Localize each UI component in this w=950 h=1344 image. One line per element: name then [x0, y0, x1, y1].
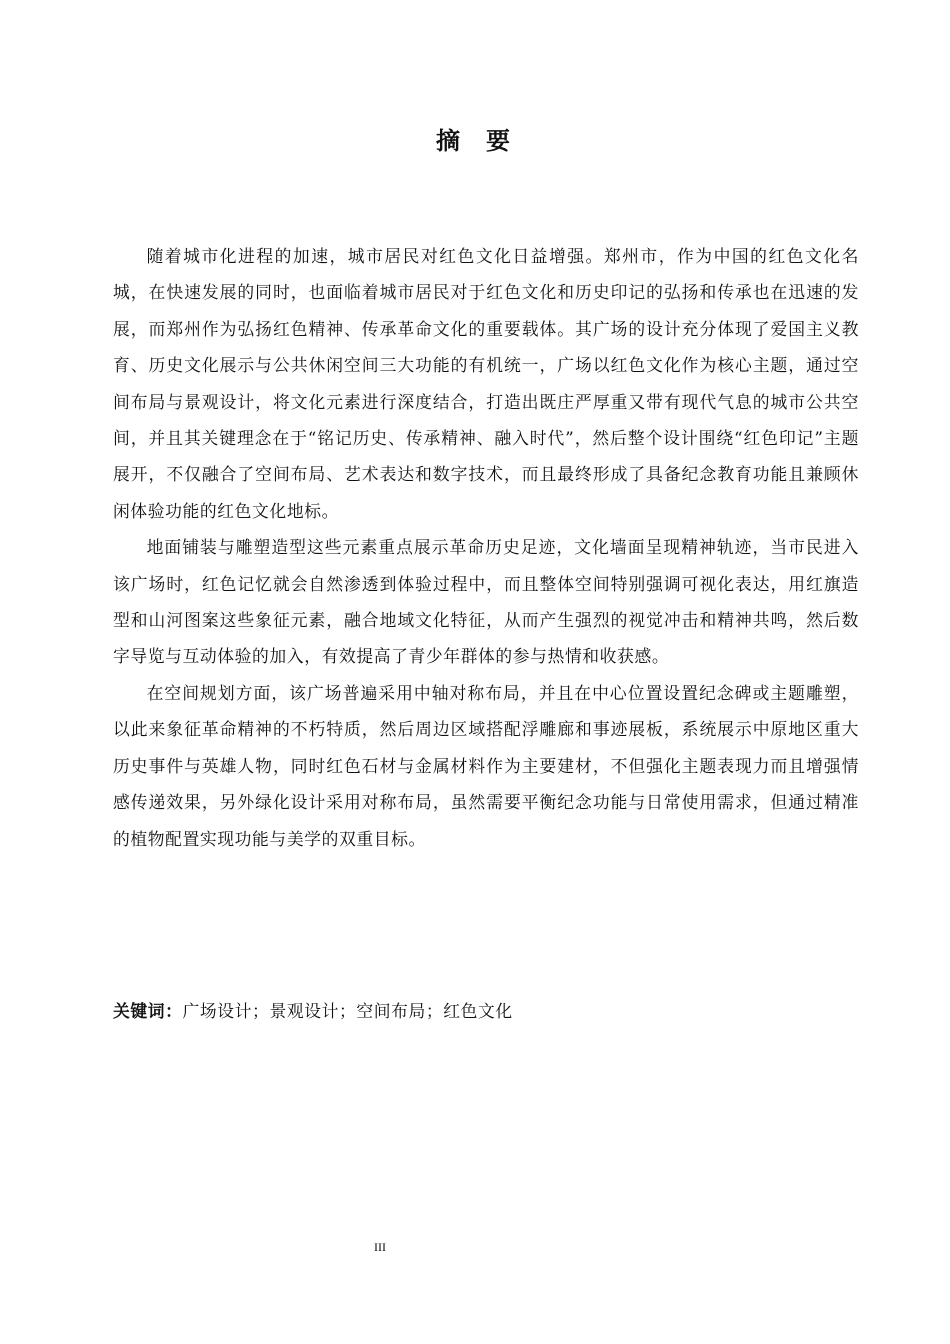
- page-title: 摘要: [436, 127, 536, 155]
- paragraph-3: 在空间规划方面，该广场普遍采用中轴对称布局，并且在中心位置设置纪念碑或主题雕塑，以此来象征革命精神的不朽特质，然后周边区域搭配浮雕廊和事迹展板，系统展示中原地区重大历史事件与英雄人物，同时红色石材与金属材料作为主要建材，不但强化主题表现力而且增强情感传递效果，另外绿化设计采用对称布局，虽然需要平衡纪念功能与日常使用需求，但通过精准的植物配置实现功能与美学的双重目标。: [113, 682, 859, 849]
- keywords-label: 关键词：: [113, 1001, 183, 1021]
- paragraph-2: 地面铺装与雕塑造型这些元素重点展示革命历史足迹，文化墙面呈现精神轨迹，当市民进入该广场时，红色记忆就会自然渗透到体验过程中，而且整体空间特别强调可视化表达，用红旗造型和山河图案这些象征元素，融合地域文化特征，从而产生强烈的视觉冲击和精神共鸣，然后数字导览与互动体验的加入，有效提高了青少年群体的参与热情和收获感。: [113, 537, 859, 667]
- keywords-line: [113, 996, 859, 1026]
- page-number: III: [374, 1240, 386, 1254]
- keywords-text: 广场设计；景观设计；空间布局；红色文化: [182, 1001, 513, 1021]
- paragraph-1: 随着城市化进程的加速，城市居民对红色文化日益增强。郑州市，作为中国的红色文化名城，在快速发展的同时，也面临着城市居民对于红色文化和历史印记的弘扬和传承也在迅速的发展，而郑州作为弘扬红色精神、传承革命文化的重要载体。其广场的设计充分体现了爱国主义教育、历史文化展示与公共休闲空间三大功能的有机统一，广场以红色文化作为核心主题，通过空间布局与景观设计，将文化元素进行深度结合，打造出既庄严厚重又带有现代气息的城市公共空间，并且其关键理念在于“铭记历史、传承精神、融入时代”，然后整个设计围绕“红色印记”主题展开，不仅融合了空间布局、艺术表达和数字技术，而且最终形成了具备纪念教育功能且兼顾休闲体验功能的红色文化地标。: [113, 246, 859, 521]
- abstract-body: [113, 238, 859, 857]
